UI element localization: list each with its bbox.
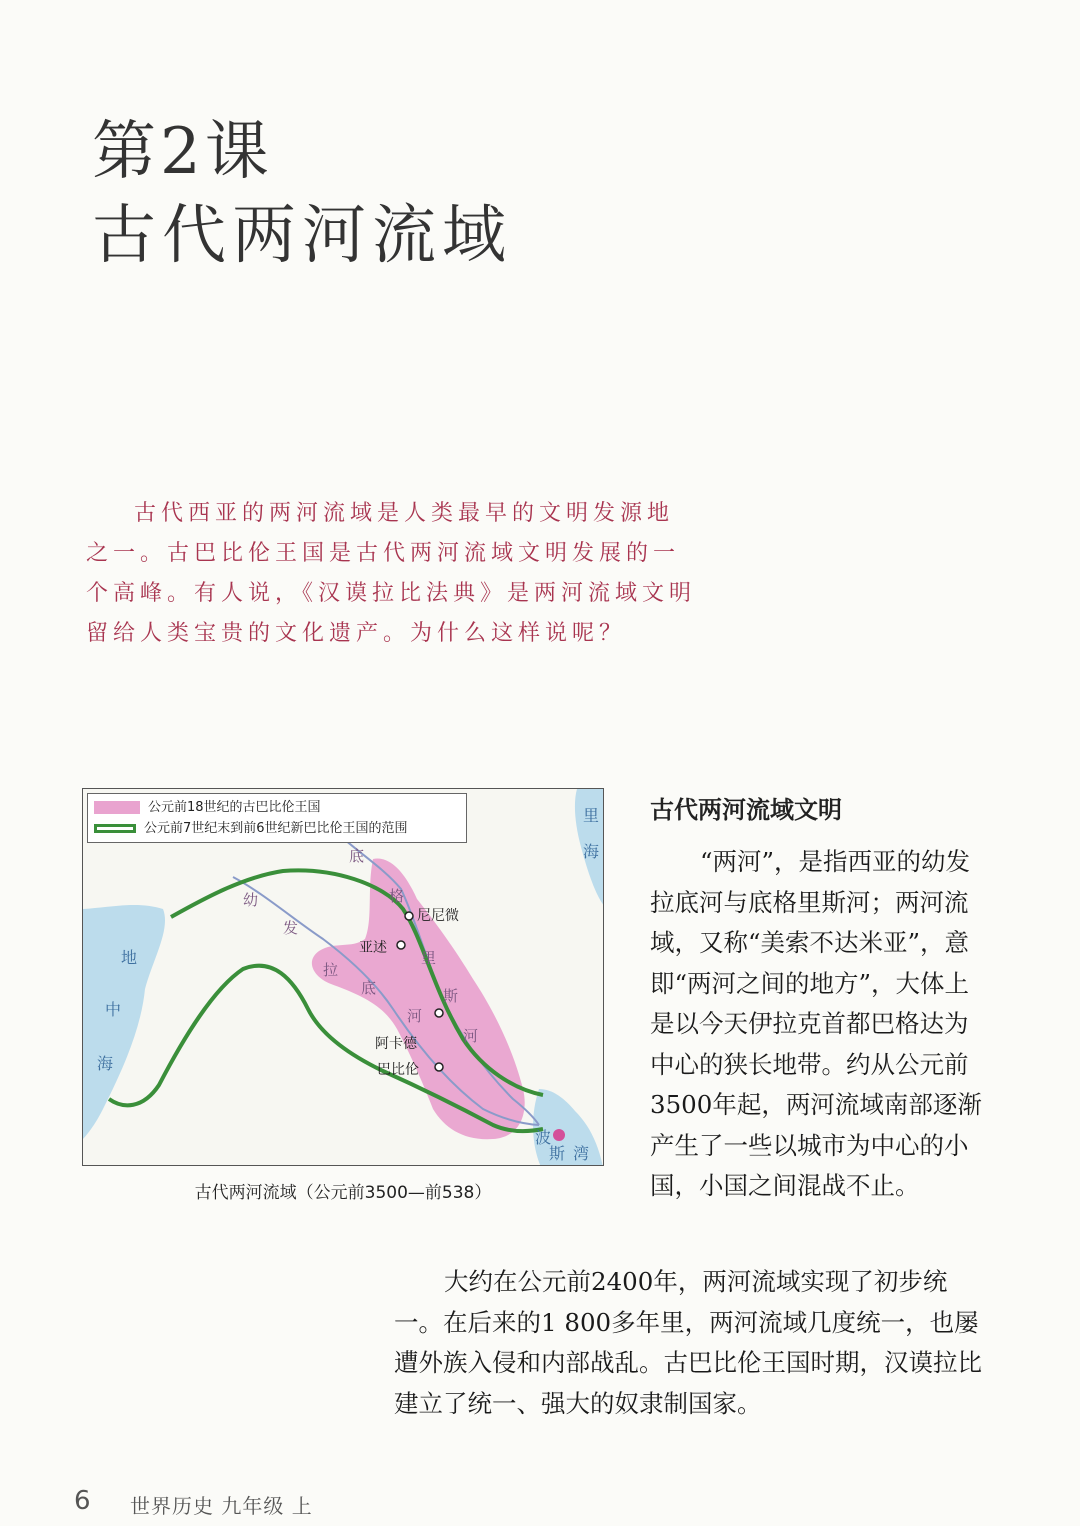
label-tigris-4: 斯 xyxy=(443,987,459,1005)
section-heading: 古代两河流域文明 xyxy=(650,796,842,824)
label-gulf-3: 湾 xyxy=(573,1144,590,1163)
label-tigris-3: 里 xyxy=(421,949,437,967)
legend-area-swatch xyxy=(94,801,140,814)
label-euphrates-1: 幼 xyxy=(243,891,259,909)
old-babylon-region xyxy=(312,859,525,1140)
legend-boundary-swatch xyxy=(94,824,136,833)
akkad-marker xyxy=(435,1009,443,1017)
page-number: 6 xyxy=(74,1486,91,1516)
map-graphic xyxy=(83,789,604,1166)
map-caption: 古代两河流域（公元前3500—前538） xyxy=(194,1183,492,1203)
label-euphrates-3: 拉 xyxy=(323,961,339,979)
label-gulf-1: 波 xyxy=(535,1128,552,1147)
map-figure xyxy=(82,788,604,1166)
label-euphrates-4: 底 xyxy=(361,979,377,997)
label-tigris-5: 河 xyxy=(463,1027,479,1045)
lesson-number: 第2课 xyxy=(92,115,273,189)
label-tigris-1: 底 xyxy=(349,847,365,865)
label-tigris-2: 格 xyxy=(389,887,405,905)
legend-area-label: 公元前18世纪的古巴比伦王国 xyxy=(148,799,321,815)
label-caspian-1: 里 xyxy=(583,806,600,825)
legend-boundary-label: 公元前7世纪末到前6世纪新巴比伦王国的范围 xyxy=(144,820,408,836)
label-gulf-2: 斯 xyxy=(549,1144,566,1163)
assur-marker xyxy=(397,941,405,949)
label-mediterranean-1: 地 xyxy=(121,948,138,967)
legend-row-boundary xyxy=(94,818,460,839)
label-nineveh: 尼尼微 xyxy=(417,908,459,924)
legend-row-area xyxy=(94,797,460,818)
gulf-marker xyxy=(553,1129,565,1141)
label-mediterranean-2: 中 xyxy=(105,1000,122,1019)
label-mediterranean-3: 海 xyxy=(97,1054,114,1073)
label-euphrates-5: 河 xyxy=(407,1007,423,1025)
label-assur: 亚述 xyxy=(359,940,387,956)
label-babylon: 巴比伦 xyxy=(377,1062,419,1078)
book-title: 世界历史 九年级 上 xyxy=(130,1494,313,1518)
intro-paragraph: 古代西亚的两河流域是人类最早的文明发源地之一。古巴比伦王国是古代两河流域文明发展的一个高峰。有人说，《汉谟拉比法典》是两河流域文明留给人类宝贵的文化遗产。为什么这样说呢？ xyxy=(86,501,697,646)
lesson-title: 古代两河流域 xyxy=(92,199,512,273)
map-legend xyxy=(87,793,467,843)
label-caspian-2: 海 xyxy=(583,842,600,861)
nineveh-marker xyxy=(405,912,413,920)
label-euphrates-2: 发 xyxy=(283,919,299,937)
section-paragraph-1: “两河”，是指西亚的幼发拉底河与底格里斯河；两河流域，又称“美索不达米亚”，意即“两河之间的地方”，大体上是以今天伊拉克首都巴格达为中心的狭长地带。约从公元前3500年起，两河流域南部逐渐产生了一些以城市为中心的小国，小国之间混战不止。 xyxy=(650,847,982,1200)
label-akkad: 阿卡德 xyxy=(375,1036,417,1052)
babylon-marker xyxy=(435,1063,443,1071)
section-paragraph-2: 大约在公元前2400年，两河流域实现了初步统一。在后来的1 800多年里，两河流域几度统一，也屡遭外族入侵和内部战乱。古巴比伦王国时期，汉谟拉比建立了统一、强大的奴隶制国家。 xyxy=(394,1267,982,1418)
